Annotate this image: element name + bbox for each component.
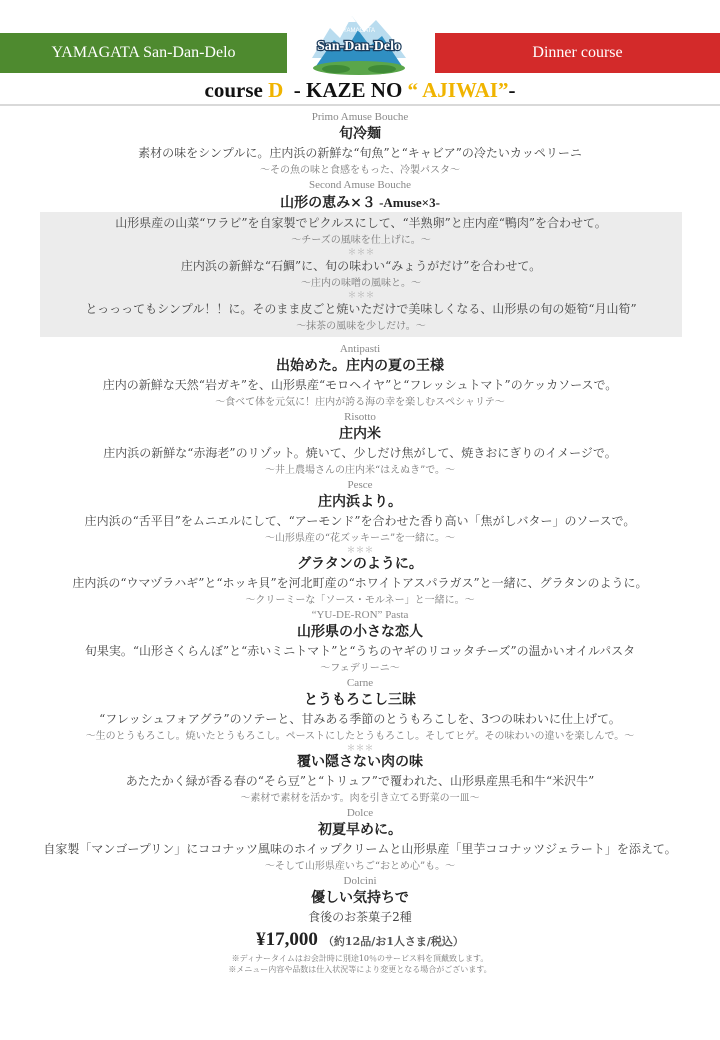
category-label: Carne [346,677,374,689]
dish-description: 庄内浜の“舌平目”をムニエルにして、“アーモンド”を合わせた香り高い「焦がしバター」のソースで。 [84,514,636,528]
price-detail: （約12品/お1人さま/税込） [322,935,464,948]
category-label: Risotto [344,411,376,423]
dish-name: 庄内米 [339,426,381,442]
course-price: ¥17,000 [256,929,318,950]
dish-name: とうもろこし三昧 [304,692,416,708]
dish-description: 旬果実。“山形さくらんぼ”と“赤いミニトマト”と“うちのヤギのリコッタチーズ”の温かいオイルパスタ [84,644,636,658]
dish-name: 山形県の小さな恋人 [297,624,423,640]
dish-name: 出始めた。庄内の夏の王様 [276,358,444,374]
dish-note: 〜山形県産の“花ズッキーニ”を一緒に。〜 [264,533,456,544]
dish-name: グラタンのように。 [297,556,423,572]
dish-name: 優しい気持ちで [311,890,409,906]
title-middle: - KAZE NO [283,78,408,102]
category-label: Dolce [346,807,374,819]
header-right-label: Dinner course [532,44,623,61]
header-left-label: YAMAGATA San-Dan-Delo [51,44,236,61]
category-label: Second Amuse Bouche [308,179,412,191]
dish-note: 〜フェデリーニ〜 [320,663,400,674]
dish-name [0,193,720,212]
title-suffix: - [508,78,516,102]
title-accent: “ AJIWAI” [407,78,509,102]
dish-note: 〜抹茶の風味を少しだけ。〜 [296,321,426,332]
dish-description: 庄内の新鮮な天然“岩ガキ”を、山形県産“モロヘイヤ”と“フレッシュトマト”のケッカソースで。 [102,378,618,392]
header-right-banner [435,33,720,73]
separator: ＊＊＊ [347,247,375,257]
category-label: “YU-DE-RON” Pasta [311,609,409,621]
dish-name: 庄内浜より。 [318,494,402,510]
header-left-banner [0,33,287,73]
dish-description: 庄内浜の“ウマヅラハギ”と“ホッキ貝”を河北町産の“ホワイトアスパラガス”と一緒に、グラタンのように。 [72,576,648,590]
menu-change-note: ※メニュー内容や品数は仕入状況等により変更となる場合がございます。 [228,965,492,974]
dish-name-main: 山形の恵み×３ [280,195,376,211]
logo-main-text: San-Dan-Delo [316,39,402,54]
dish-note: 〜庄内の味噌の風味と。〜 [301,278,421,289]
dish-name: 覆い隠さない肉の味 [297,754,423,770]
restaurant-logo [306,6,412,78]
dish-note: 〜井上農場さんの庄内米“はえぬき”で。〜 [264,465,456,476]
amuse-box [40,212,682,337]
dish-note: 〜チーズの風味を仕上げに。〜 [291,235,431,246]
course-title [0,78,720,103]
dish-name-tag: -Amuse×3- [375,195,440,210]
dish-description: 素材の味をシンプルに。庄内浜の新鮮な“旬魚”と“キャビア”の冷たいカッペリーニ [138,146,582,160]
dish-note: 〜その魚の味と食感をもった、冷製パスタ〜 [260,165,460,176]
menu-list [0,110,720,975]
dish-note: 〜そして山形県産いちご“おとめ心”も。〜 [264,861,456,872]
title-prefix: course [204,78,269,102]
logo-top-text: YAMAGATA [342,28,376,34]
dish-name: 初夏早めに。 [318,822,402,838]
dish-description: 自家製「マンゴープリン」にココナッツ風味のホイップクリームと山形県産「里芋ココナッツジェラート」を添えて。 [43,842,677,856]
separator: ＊＊＊ [346,743,374,753]
price-row [0,927,720,953]
dish-note: 〜クリーミーな「ソース・モルネー」と一緒に。〜 [245,595,475,606]
dish-name: 旬冷麺 [339,126,381,142]
dish-note: 〜生のとうもろこし。焼いたとうもろこし。ペーストにしたとうもろこし。そしてヒゲ。その味わいの違いを楽しんで。〜 [85,731,635,742]
title-divider [0,104,720,106]
dish-description: 庄内浜の新鮮な“石鯛”に、旬の味わい“みょうがだけ”を合わせて。 [180,259,542,273]
category-label: Pesce [347,479,373,491]
title-letter: D [268,78,284,102]
category-label: Primo Amuse Bouche [311,111,409,123]
separator: ＊＊＊ [346,545,374,555]
dish-description: 庄内浜の新鮮な“赤海老”のリゾット。焼いて、少しだけ焦がして、焼きおにぎりのイメージで。 [103,446,617,460]
category-label: Antipasti [339,343,381,355]
dish-note: 〜食べて体を元気に！庄内が誇る海の幸を楽しむスペシャリテ〜 [215,397,505,408]
category-label: Dolcini [343,875,377,887]
dish-note: 〜素材で素材を活かす。肉を引き立てる野菜の一皿〜 [240,793,480,804]
dish-description: “フレッシュフォアグラ”のソテーと、甘みある季節のとうもろこしを、3つの味わいに仕上げて。 [99,712,621,726]
dish-description: 食後のお茶菓子2種 [308,910,412,924]
dish-description: あたたかく緑が香る春の“そら豆”と“トリュフ”で覆われた、山形県産黒毛和牛“米沢牛” [125,774,595,788]
service-charge-note: ※ディナータイムはお会計時に別途10％のサービス料を頂戴致します。 [231,954,489,963]
dish-description: 山形県産の山菜“ワラビ”を自家製でピクルスにして、“半熟卵”と庄内産“鴨肉”を合わせて。 [115,216,607,230]
separator: ＊＊＊ [347,290,375,300]
dish-description: とっっってもシンプル！！に。そのまま皮ごと焼いただけで美味しくなる、山形県の旬の姫筍“月山筍” [85,302,637,316]
